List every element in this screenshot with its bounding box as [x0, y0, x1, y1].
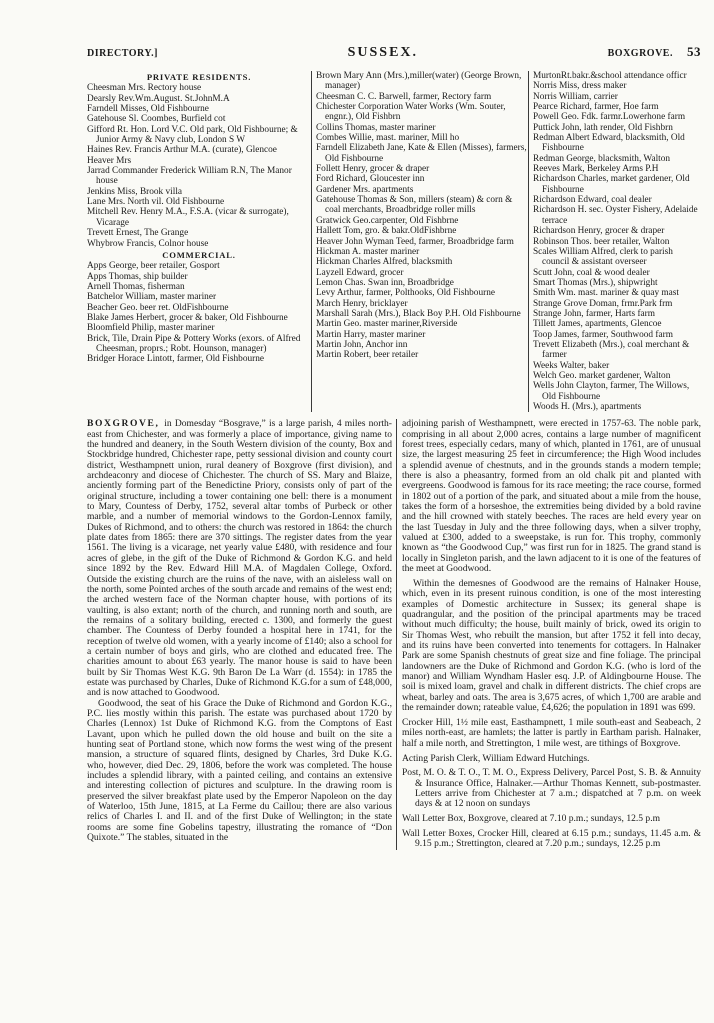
directory-entry: Tillett James, apartments, Glencoe [533, 319, 662, 330]
directory-entry: Martin John, Anchor inn [316, 339, 408, 350]
directory-entry: Scales William Alfred, clerk to parish council & assistant overseer [533, 246, 673, 268]
listing-column-2-list [316, 71, 528, 361]
private-residents-list [87, 83, 311, 249]
directory-entry: MurtonRt.bakr.&school attendance officr [533, 71, 687, 81]
body-paragraph: Crocker Hill, 1½ mile east, Easthampnett, 1 mile south-east and Seabeach, 2 miles north-east, are hamlets; the latter is partly in Eartham parish. Halnaker, half a mile north, and Strettington, 1 mile west, are tithings of Boxgrove. [402, 716, 701, 749]
directory-entry: Gatehouse Sl. Coombes, Burfield cot [87, 114, 226, 125]
directory-entry: Norris William, carrier [533, 91, 618, 102]
commercial-list [87, 261, 311, 364]
directory-entry: Apps Thomas, ship builder [87, 271, 188, 282]
directory-entry: Gardener Mrs. apartments [316, 184, 414, 195]
directory-entry: Brown Mary Ann (Mrs.),miller(water) (George Brown, manager) [316, 71, 522, 92]
directory-entry: Gatehouse Thomas & Son, millers (steam) & corn & coal merchants, Broadbridge roller mills [316, 195, 513, 216]
directory-entry: Richardson H. sec. Oyster Fishery, Adelaide terrace [533, 205, 698, 226]
running-head [87, 44, 701, 61]
directory-entry: Arnell Thomas, fisherman [87, 281, 185, 292]
directory-entry: Pearce Richard, farmer, Hoe farm [533, 102, 659, 113]
directory-entry: Scutt John, coal & wood dealer [533, 267, 650, 278]
directory-entry: Whybrow Francis, Colnor house [87, 238, 209, 249]
directory-entry: Cheesman Mrs. Rectory house [87, 83, 202, 94]
directory-entry: Ford Richard, Gloucester inn [316, 174, 425, 185]
directory-entry: Cheesman C. C. Barwell, farmer, Rectory farm [316, 91, 492, 102]
paragraph-lead: BOXGROVE, [87, 418, 165, 430]
directory-entry: Collins Thomas, master mariner [316, 122, 436, 133]
description-column-right [396, 419, 701, 849]
body-paragraph: Post, M. O. & T. O., T. M. O., Express Delivery, Parcel Post, S. B. & Annuity & Insurance Office, Halnaker.—Arthur Thomas Kennett, sub-postmaster. Letters arrive from Chichester at 7 a.m.; dispatched at 7 p.m. on week days & at 12 noon on sundays [402, 767, 701, 810]
description-column-left [87, 419, 396, 849]
body-paragraph: adjoining parish of Westhampnett, were erected in 1757-63. The noble park, comprising in all about 2,000 acres, contains a large number of magnificent forest trees, especially cedars, many of which, planted in 1761, are of unusual size, the largest measuring 25 feet in circumference; the High Wood includes a splendid avenue of chestnuts, and in the grounds stands a modern temple; there is also a pheasantry, formed from an old chalk pit and planted with evergreens. Goodwood is famous for its race meeting; the race course, formed in 1802 out of a portion of the park, and situated about a mile from the house, takes the form of a horseshoe, the extremities being divided by a bold ravine and the hill crowned with stately beeches. The races are held every year on the last Tuesday in July and the three following days, when a silver trophy, valued at £300, added to a sweepstake, is run for. This trophy, commonly known as “the Goodwood Cup,” was first run for in 1825. The grand stand is locally in Singleton parish, and the lawn adjacent to it is one of the features of the meet at Goodwood. [402, 418, 701, 575]
directory-entry: Layzell Edward, grocer [316, 267, 404, 278]
directory-entry: Strange John, farmer, Harts farm [533, 308, 655, 319]
directory-entry: Redman Albert Edward, blacksmith, Old Fishbourne [533, 133, 685, 154]
directory-entry: Gratwick Geo.carpenter, Old Fishbrne [316, 215, 459, 226]
directory-entry: Lane Mrs. North vil. Old Fishbourne [87, 197, 225, 208]
directory-entry: Woods H. (Mrs.), apartments [533, 402, 642, 412]
header-county-title: SUSSEX. [347, 45, 419, 60]
directory-entry: Reeves Mark, Berkeley Arms P.H [533, 164, 659, 175]
directory-entry: Trevett Elizabeth (Mrs.), coal merchant & farmer [533, 339, 690, 361]
directory-entry: Chichester Corporation Water Works (Wm. Souter, engnr.), Old Fishbrn [316, 102, 506, 123]
directory-entry: Trevett Ernest, The Grange [87, 228, 189, 239]
listing-column-1 [87, 71, 311, 412]
parish-description [87, 419, 701, 849]
directory-entry: Heaver John Wyman Teed, farmer, Broadbridge farm [316, 236, 514, 247]
directory-entry: Martin Robert, beer retailer [316, 350, 419, 361]
directory-entry: Farndell Elizabeth Jane, Kate & Ellen (Misses), farmers, Old Fishbourne [316, 143, 527, 164]
directory-entry: Levy Arthur, farmer, Polthooks, Old Fishbourne [316, 288, 495, 299]
directory-entry: Puttick John, lath render, Old Fishbrn [533, 122, 673, 133]
directory-entry: Mitchell Rev. Henry M.A., F.S.A. (vicar & surrogate), Vicarage [87, 207, 289, 228]
listing-column-3 [528, 71, 701, 412]
directory-entry: Heaver Mrs [87, 155, 132, 166]
section-title-private-residents: PRIVATE RESIDENTS. [146, 72, 252, 82]
directory-entry: Strange Grove Doman, frmr.Park frm [533, 298, 673, 309]
directory-entry: Redman George, blacksmith, Walton [533, 153, 671, 164]
directory-entry: Welch Geo. market gardener, Walton [533, 370, 671, 381]
directory-entry: Hallett Tom, gro. & bakr.OldFishbrne [316, 226, 457, 237]
directory-entry: Dearsly Rev.Wm.August. St.JohnM.A [87, 93, 230, 104]
directory-entry: Toop James, farmer, Southwood farm [533, 329, 673, 340]
directory-entry: Lemon Chas. Swan inn, Broadbridge [316, 277, 454, 288]
directory-entry: Richardson Charles, market gardener, Old Fishbourne [533, 174, 690, 195]
directory-entry: Follett Henry, grocer & draper [316, 164, 430, 175]
listing-column-2 [311, 71, 528, 412]
directory-entry: Haines Rev. Francis Arthur M.A. (curate), Glencoe [87, 145, 277, 156]
directory-entry: Marshall Sarah (Mrs.), Black Boy P.H. Old Fishbourne [316, 308, 521, 319]
directory-entry: Richardson Edward, coal dealer [533, 195, 652, 206]
directory-entry: Weeks Walter, baker [533, 360, 610, 371]
directory-entry: March Henry, bricklayer [316, 298, 408, 309]
directory-entry: Wells John Clayton, farmer, The Willows, Old Fishbourne [533, 381, 690, 402]
body-paragraph: Wall Letter Boxes, Crocker Hill, cleared at 6.15 p.m.; sundays, 11.45 a.m. & 9.15 p.m.; Strettington, cleared at 7.20 p.m.; sundays, 12.25 p.m [402, 828, 701, 850]
directory-entry: Apps George, beer retailer, Gosport [87, 261, 220, 272]
directory-entry: Powell Geo. Fdk. farmr.Lowerhone farm [533, 112, 686, 123]
section-title-commercial: COMMERCIAL. [162, 249, 236, 260]
directory-entry: Norris Miss, dress maker [533, 81, 627, 92]
directory-entry: Smith Wm. mast. mariner & quay mast [533, 288, 679, 299]
page-number: 53 [686, 44, 701, 59]
body-paragraph: Wall Letter Box, Boxgrove, cleared at 7.10 p.m.; sundays, 12.5 p.m [402, 813, 661, 825]
directory-entry: Blake James Herbert, grocer & baker, Old Fishbourne [87, 312, 288, 323]
directory-entry: Gifford Rt. Hon. Lord V.C. Old park, Old Fishbourne; & Junior Army & Navy club, London S W [87, 124, 298, 146]
directory-entry: Batchelor William, master mariner [87, 292, 217, 303]
body-paragraph: Acting Parish Clerk, William Edward Hutchings. [402, 752, 590, 764]
directory-entry: Robinson Thos. beer retailer, Walton [533, 236, 670, 247]
directory-entry: Beacher Geo. beer ret. OldFishbourne [87, 302, 229, 313]
body-paragraph: BOXGROVE, in Domesday “Bosgrave,” is a large parish, 4 miles north-east from Chichester, and was formerly a place of importance, giving name to the hundred and deanery, in the South Western division of the county, Box and Stockbridge hundred, Chichester rape, petty sessional division and county court district, Westhampnett union, rural deanery of Boxgrove (first division), and archdeaconry and diocese of Chichester. The church of SS. Mary and Blaize, anciently forming part of the Benedictine Priory, consists only of part of the original structure, including a tower containing one bell: there is a monument to Mary, Countess of Derby, 1752, several altar tombs of Purbeck or other marble, and a number of memorial windows to the Gordon-Lennox family, Dukes of Richmond, and to others: the church was restored in 1864: the church plate dates from 1865: there are 370 sittings. The register dates from the year 1561. The living is a vicarage, net yearly value £480, with residence and four acres of glebe, in the gift of the Duke of Richmond & Gordon K.G. and held since 1892 by the Rev. Edward Hill M.A. of Magdalen College, Oxford. Outside the existing church are the ruins of the nave, with an aisleless wall on the north, some Pointed arches of the south arcade and remains of the west end; the arched western face of the Norman chapter house, with portions of its vaulting, is also extant; north of the church, and running north and south, are the remains of a solitary building, erected c. 1300, and formerly the guest chamber. The Countess of Derby founded a hospital here in 1741, for the reception of twelve old women, with a yearly income of £140; also a school for a certain number of boys and girls, who are clothed and educated free. The charities amount to about £63 yearly. The manor house is said to have been built by Sir Thomas West K.G. 9th Baron De La Warr (d. 1554): in 1785 the estate was purchased by Charles, Duke of Richmond K.G.for a sum of £48,000, and is now attached to Goodwood. [87, 418, 392, 699]
body-paragraph: Goodwood, the seat of his Grace the Duke of Richmond and Gordon K.G., P.C. lies mostly within this parish. The estate was purchased about 1720 by Charles (Lennox) 1st Duke of Richmond K.G. from the Comptons of East Lavant, upon which he pulled down the old house and built on the site a hunting seat of Portland stone, which now forms the west wing of the present mansion, a structure of squared flints, designed by Charles, 3rd Duke K.G. who, however, died Dec. 29, 1806, before the work was completed. The house includes a splendid library, with a painted ceiling, and contains an extensive and interesting collection of pictures and sculpture. In the drawing room is preserved the silver breakfast plate used by the Emperor Napoleon on the day of Waterloo, 15th June, 1815, at La Ferme du Caillou; there are also various relics of Charles I. and II. and of the first Duke of Wellington; in the state rooms are some fine Gobelins tapestry, illustrating the romance of “Don Quixote.” The stables, situated in the [87, 697, 392, 844]
header-directory-label: DIRECTORY.] [87, 48, 158, 59]
directory-entry: Jarrad Commander Frederick William R.N, The Manor house [87, 166, 292, 187]
directory-entry: Bridger Horace Lintott, farmer, Old Fishbourne [87, 354, 264, 365]
directory-entry: Richardson Henry, grocer & draper [533, 226, 665, 237]
directory-entry: Combes Willie, mast. mariner, Mill ho [316, 133, 460, 144]
header-parish-name: BOXGROVE. [607, 48, 673, 59]
directory-entry: Brick, Tile, Drain Pipe & Pottery Works (exors. of Alfred Cheesman, proprs.; Robt. Hounson, manager) [87, 333, 301, 354]
directory-entry: Martin Geo. master mariner,Riverside [316, 319, 458, 330]
directory-listings [87, 71, 701, 412]
directory-entry: Bloomfield Philip, master mariner [87, 323, 215, 334]
directory-entry: Jenkins Miss, Brook villa [87, 186, 183, 197]
header-parish-label [608, 44, 701, 60]
directory-entry: Hickman Charles Alfred, blacksmith [316, 257, 453, 268]
body-paragraph: Within the demesnes of Goodwood are the remains of Halnaker House, which, even in its present ruinous condition, is one of the most interesting examples of Domestic architecture in Sussex; its general shape is quadrangular, and the position of the principal apartments may be traced without much difficulty; the house, built mainly of brick, owed its origin to Sir Thomas West, who rebuilt the mansion, but after 1752 it fell into decay, and its ruins have been converted into tenements for cottagers. In Halnaker Park are some Spanish chestnuts of great size and fine foliage. The principal landowners are the Duke of Richmond and Gordon K.G. (who is lord of the manor) and William Wyndham Hasler esq. J.P. of Aldingbourne House. The soil is mixed loam, gravel and chalk in different districts. The chief crops are wheat, barley and oats. The area is 3,675 acres, of which 1,700 are arable and the remainder down; rateable value, £4,626; the population in 1891 was 699. [402, 578, 701, 714]
directory-entry: Martin Harry, master mariner [316, 329, 426, 340]
directory-entry: Smart Thomas (Mrs.), shipwright [533, 277, 658, 288]
directory-entry: Farndell Misses, Old Fishbourne [87, 104, 209, 115]
directory-entry: Hickman A. master mariner [316, 246, 420, 257]
listing-column-3-list [533, 71, 701, 412]
